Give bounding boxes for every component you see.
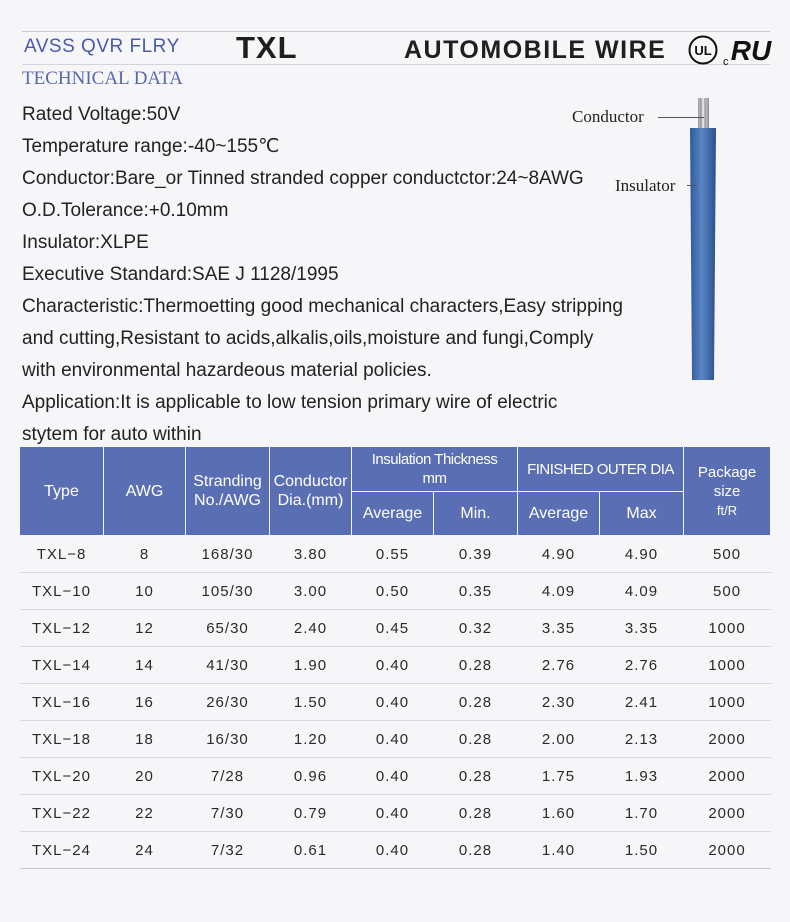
spec-list <box>22 99 672 451</box>
spec-application-cont: stytem for auto within <box>22 424 202 445</box>
svg-text:RU: RU <box>730 35 772 66</box>
cell-package: 2000 <box>684 832 771 869</box>
conductor-header-line2: Dia.(mm) <box>277 492 344 509</box>
cell-ins-average: 0.55 <box>352 536 434 573</box>
cell-type: TXL−24 <box>20 832 104 869</box>
insulation-header-line2: mm <box>422 470 447 487</box>
cell-conductor-dia: 0.61 <box>270 832 352 869</box>
cell-outer-max: 2.13 <box>600 721 684 758</box>
cell-conductor-dia: 1.20 <box>270 721 352 758</box>
cell-outer-average: 2.30 <box>518 684 600 721</box>
ul-listed-logo <box>688 35 718 65</box>
spec-characteristic-cont: and cutting,Resistant to acids,alkalis,oils,moisture and fungi,Comply <box>22 328 594 349</box>
cell-outer-max: 4.09 <box>600 573 684 610</box>
spec-characteristic: Characteristic:Thermoetting good mechanical characters,Easy stripping <box>22 296 623 317</box>
conductor-strands <box>698 98 709 128</box>
table-row <box>20 647 771 684</box>
col-header-outer-average: Average <box>518 492 600 536</box>
cell-outer-max: 2.76 <box>600 647 684 684</box>
cell-type: TXL−8 <box>20 536 104 573</box>
cell-outer-average: 1.40 <box>518 832 600 869</box>
cell-package: 1000 <box>684 647 771 684</box>
wire-illustration <box>686 96 720 382</box>
insulation-jacket <box>690 128 716 380</box>
cell-outer-max: 2.41 <box>600 684 684 721</box>
cell-ins-min: 0.28 <box>434 795 518 832</box>
package-header-line3: ft/R <box>716 502 738 518</box>
product-title: AUTOMOBILE WIRE <box>404 36 667 64</box>
col-header-outer-max: Max <box>600 492 684 536</box>
table-row <box>20 573 771 610</box>
insulation-header-line1: Insulation Thickness <box>371 451 498 468</box>
cell-awg: 18 <box>104 721 186 758</box>
col-header-ins-min: Min. <box>434 492 518 536</box>
cell-outer-max: 3.35 <box>600 610 684 647</box>
cell-ins-average: 0.40 <box>352 647 434 684</box>
cell-ins-min: 0.39 <box>434 536 518 573</box>
cell-conductor-dia: 0.79 <box>270 795 352 832</box>
cell-type: TXL−10 <box>20 573 104 610</box>
spec-temperature: Temperature range:-40~155℃ <box>22 136 280 157</box>
insulator-label: Insulator <box>615 176 676 195</box>
spec-table <box>19 446 771 869</box>
cell-awg: 14 <box>104 647 186 684</box>
cell-package: 2000 <box>684 721 771 758</box>
cell-stranding: 168/30 <box>186 536 270 573</box>
spec-rated-voltage: Rated Voltage:50V <box>22 104 181 125</box>
cell-package: 2000 <box>684 758 771 795</box>
cell-outer-average: 1.60 <box>518 795 600 832</box>
table-row <box>20 610 771 647</box>
cell-awg: 8 <box>104 536 186 573</box>
conductor-header-line1: Conductor <box>273 473 348 490</box>
col-header-package <box>684 447 771 536</box>
cell-type: TXL−16 <box>20 684 104 721</box>
cell-ins-average: 0.40 <box>352 721 434 758</box>
table-row <box>20 795 771 832</box>
cell-ins-min: 0.35 <box>434 573 518 610</box>
col-header-insulation <box>352 447 518 492</box>
cell-awg: 16 <box>104 684 186 721</box>
cell-package: 1000 <box>684 610 771 647</box>
cell-outer-average: 1.75 <box>518 758 600 795</box>
col-header-awg: AWG <box>104 447 186 536</box>
table-row <box>20 536 771 573</box>
conductor-label: Conductor <box>572 107 644 126</box>
cell-conductor-dia: 0.96 <box>270 758 352 795</box>
stranding-header-line2: No./AWG <box>194 492 261 509</box>
cell-type: TXL−20 <box>20 758 104 795</box>
conductor-leader-line <box>658 117 704 118</box>
spec-conductor: Conductor:Bare_or Tinned stranded copper conductctor:24~8AWG <box>22 168 584 189</box>
col-header-ins-average: Average <box>352 492 434 536</box>
cell-ins-average: 0.40 <box>352 795 434 832</box>
svg-text:c: c <box>723 56 729 68</box>
cell-type: TXL−12 <box>20 610 104 647</box>
spec-insulator: Insulator:XLPE <box>22 232 149 253</box>
cell-stranding: 7/30 <box>186 795 270 832</box>
spec-od-tolerance: O.D.Tolerance:+0.10mm <box>22 200 229 221</box>
cell-awg: 22 <box>104 795 186 832</box>
cell-ins-min: 0.28 <box>434 758 518 795</box>
col-header-conductor <box>270 447 352 536</box>
cell-awg: 10 <box>104 573 186 610</box>
cell-ins-min: 0.32 <box>434 610 518 647</box>
stranding-header-line1: Stranding <box>193 473 262 490</box>
cell-stranding: 105/30 <box>186 573 270 610</box>
cell-conductor-dia: 1.50 <box>270 684 352 721</box>
col-header-outer-dia: FINISHED OUTER DIA <box>518 447 684 492</box>
cell-outer-max: 4.90 <box>600 536 684 573</box>
cell-awg: 24 <box>104 832 186 869</box>
cell-stranding: 65/30 <box>186 610 270 647</box>
cell-stranding: 26/30 <box>186 684 270 721</box>
cell-ins-min: 0.28 <box>434 721 518 758</box>
cell-ins-average: 0.40 <box>352 758 434 795</box>
cell-conductor-dia: 2.40 <box>270 610 352 647</box>
cell-package: 500 <box>684 536 771 573</box>
cell-awg: 12 <box>104 610 186 647</box>
svg-text:UL: UL <box>694 43 712 58</box>
spec-characteristic-cont: with environmental hazardeous material policies. <box>22 360 432 381</box>
table-row <box>20 721 771 758</box>
spec-table-body <box>20 536 771 869</box>
cell-stranding: 7/32 <box>186 832 270 869</box>
cell-conductor-dia: 3.80 <box>270 536 352 573</box>
col-header-type: Type <box>20 447 104 536</box>
cell-awg: 20 <box>104 758 186 795</box>
cell-stranding: 7/28 <box>186 758 270 795</box>
cell-outer-average: 4.09 <box>518 573 600 610</box>
cell-ins-average: 0.40 <box>352 684 434 721</box>
spec-application: Application:It is applicable to low tension primary wire of electric <box>22 392 558 413</box>
cell-outer-max: 1.50 <box>600 832 684 869</box>
cell-type: TXL−22 <box>20 795 104 832</box>
cell-ins-min: 0.28 <box>434 647 518 684</box>
cell-outer-max: 1.93 <box>600 758 684 795</box>
cell-ins-min: 0.28 <box>434 832 518 869</box>
cell-outer-average: 2.76 <box>518 647 600 684</box>
cell-conductor-dia: 1.90 <box>270 647 352 684</box>
model-title: TXL <box>236 30 298 65</box>
insulator-leader-line <box>687 185 697 186</box>
table-row <box>20 684 771 721</box>
cell-conductor-dia: 3.00 <box>270 573 352 610</box>
section-heading: TECHNICAL DATA <box>22 68 183 89</box>
cell-package: 1000 <box>684 684 771 721</box>
table-row <box>20 832 771 869</box>
cell-stranding: 41/30 <box>186 647 270 684</box>
cell-outer-average: 2.00 <box>518 721 600 758</box>
package-header-line2: size <box>713 482 741 500</box>
cru-recognized-logo <box>723 34 773 68</box>
cell-outer-average: 4.90 <box>518 536 600 573</box>
cell-package: 2000 <box>684 795 771 832</box>
package-header-line1: Package <box>697 463 757 481</box>
col-header-stranding <box>186 447 270 536</box>
cell-ins-min: 0.28 <box>434 684 518 721</box>
cell-type: TXL−18 <box>20 721 104 758</box>
cell-ins-average: 0.40 <box>352 832 434 869</box>
cell-package: 500 <box>684 573 771 610</box>
cell-ins-average: 0.50 <box>352 573 434 610</box>
cell-type: TXL−14 <box>20 647 104 684</box>
cell-outer-max: 1.70 <box>600 795 684 832</box>
series-names: AVSS QVR FLRY <box>24 36 180 57</box>
cell-outer-average: 3.35 <box>518 610 600 647</box>
table-row <box>20 758 771 795</box>
spec-standard: Executive Standard:SAE J 1128/1995 <box>22 264 339 285</box>
header-top-rule <box>22 31 770 32</box>
cell-ins-average: 0.45 <box>352 610 434 647</box>
cell-stranding: 16/30 <box>186 721 270 758</box>
